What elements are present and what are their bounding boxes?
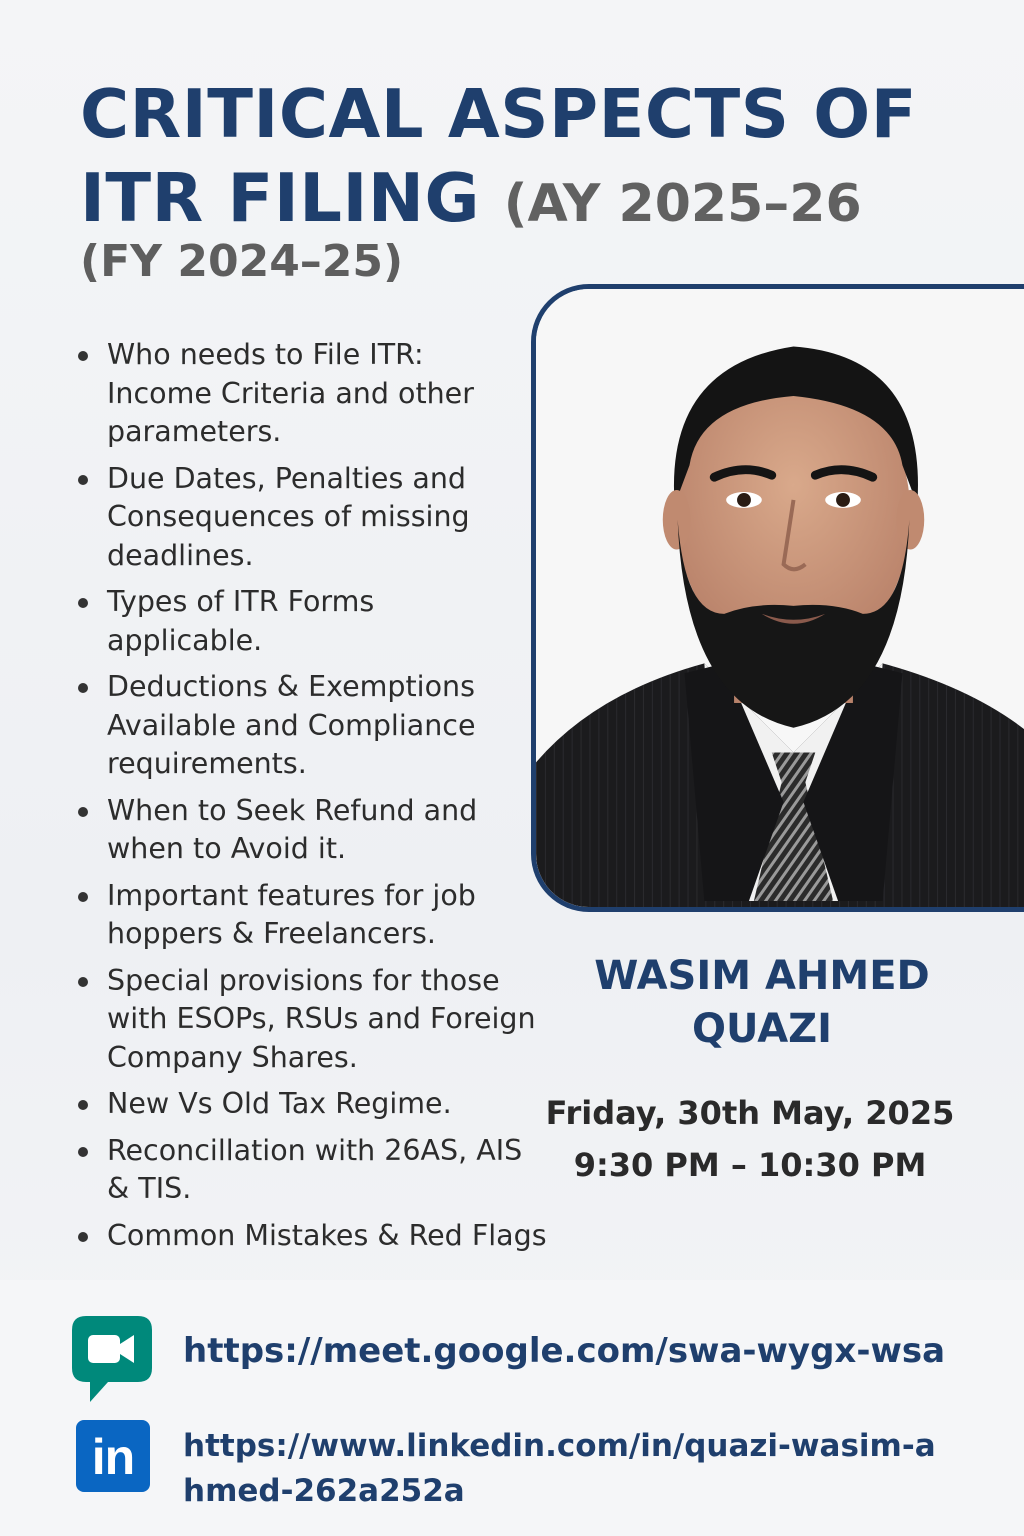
event-time: 9:30 PM – 10:30 PM bbox=[573, 1146, 927, 1184]
topic-list bbox=[76, 336, 547, 1263]
linkedin-icon: in bbox=[76, 1420, 150, 1492]
list-item: New Vs Old Tax Regime. bbox=[76, 1085, 536, 1124]
list-item: Due Dates, Penalties and Consequences of missing deadlines. bbox=[76, 460, 536, 576]
list-item: Reconcillation with 26AS, AIS & TIS. bbox=[76, 1132, 536, 1209]
title-line-1: CRITICAL ASPECTS OF bbox=[80, 75, 918, 153]
list-item: Important features for job hoppers & Freelancers. bbox=[76, 877, 536, 954]
title-line-2: ITR FILING bbox=[80, 159, 480, 237]
list-item: Who needs to File ITR: Income Criteria and other parameters. bbox=[76, 336, 536, 452]
event-date: Friday, 30th May, 2025 bbox=[545, 1094, 955, 1132]
speaker-name-line-1: WASIM AHMED bbox=[594, 953, 930, 999]
linkedin-link[interactable]: https://www.linkedin.com/in/quazi-wasim-ahmed-262a252a bbox=[183, 1428, 936, 1509]
meet-link[interactable]: https://meet.google.com/swa-wygx-wsa bbox=[183, 1331, 946, 1371]
list-item: When to Seek Refund and when to Avoid it. bbox=[76, 792, 536, 869]
list-item: Deductions & Exemptions Available and Compliance requirements. bbox=[76, 668, 536, 784]
list-item: Types of ITR Forms applicable. bbox=[76, 583, 536, 660]
speaker-name bbox=[540, 950, 984, 1056]
list-item: Special provisions for those with ESOPs, RSUs and Foreign Company Shares. bbox=[76, 962, 546, 1078]
google-meet-icon bbox=[72, 1316, 152, 1402]
financial-year: (FY 2024–25) bbox=[80, 236, 404, 287]
speaker-photo bbox=[536, 289, 1024, 907]
list-item: Common Mistakes & Red Flags bbox=[76, 1217, 596, 1256]
poster-title bbox=[80, 72, 980, 246]
speaker-name-line-2: QUAZI bbox=[691, 1006, 833, 1052]
assessment-year: (AY 2025–26 bbox=[503, 174, 862, 234]
event-schedule bbox=[540, 1087, 960, 1191]
speaker-photo-frame bbox=[531, 284, 1024, 912]
